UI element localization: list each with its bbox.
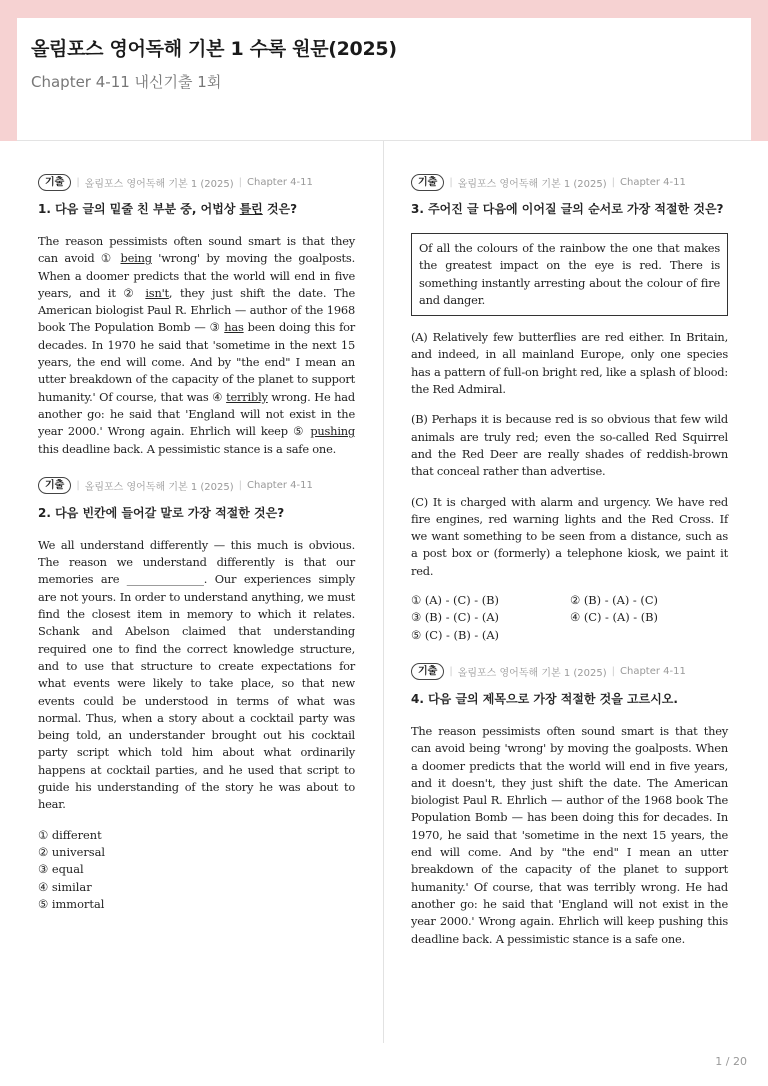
answer-choices: [411, 592, 728, 644]
meta-separator: |: [449, 176, 453, 188]
answer-choice[interactable]: ⑤ immortal: [38, 896, 105, 911]
underlined-word: pushing: [310, 424, 355, 439]
book-label: 올림포스 영어독해 기본 1 (2025): [84, 482, 234, 494]
book-label: 올림포스 영어독해 기본 1 (2025): [457, 178, 607, 190]
chapter-label: Chapter 4-11: [247, 176, 313, 188]
column-divider: [383, 141, 384, 1043]
answer-choice[interactable]: ① (A) - (C) - (B): [411, 593, 499, 608]
question-title-post: 것은?: [262, 202, 298, 216]
meta-separator: |: [76, 480, 80, 492]
answer-choice[interactable]: ⑤ (C) - (B) - (A): [411, 627, 499, 642]
paragraph-c: (C) It is charged with alarm and urgency. We have red fire engines, red warning lights and the Red Cross. If we want something to be seen from a distance, such as a post box or (formerly) a telephone kiosk, we paint it red.: [411, 494, 728, 578]
meta-separator: |: [611, 176, 616, 188]
book-label: 올림포스 영어독해 기본 1 (2025): [84, 178, 234, 190]
question-3: [411, 172, 728, 644]
meta-separator: |: [449, 666, 453, 678]
passage-text: 'wrong' by moving the goalposts. When a doomer predicts that the world will end in five years, and it ②: [38, 251, 355, 300]
chapter-label: Chapter 4-11: [620, 666, 686, 678]
question-title: 3. 주어진 글 다음에 이어질 글의 순서로 가장 적절한 것은?: [411, 202, 724, 216]
question-title: 2. 다음 빈칸에 들어갈 말로 가장 적절한 것은?: [38, 505, 285, 520]
left-accent-band: [0, 0, 17, 141]
chapter-label: Chapter 4-11: [620, 176, 686, 188]
question-meta: [38, 476, 355, 496]
source-badge: 기출: [411, 663, 444, 680]
question-meta: [38, 172, 355, 192]
page-number: 1 / 20: [715, 1055, 747, 1068]
answer-choices: [38, 827, 355, 913]
passage-text: this deadline back. A pessimistic stance is a safe one.: [38, 441, 337, 456]
underlined-word: being: [120, 251, 152, 266]
given-passage-box: Of all the colours of the rainbow the one that makes the greatest impact on the eye is red. There is something instantly arresting about the colour of fire and danger.: [411, 233, 728, 316]
left-column: [38, 172, 355, 913]
paragraph-b: (B) Perhaps it is because red is so obvious that few wild animals are truly red; even the so-called Red Squirrel and the Red Deer are really shades of reddish-brown that conceal rather than advertise.: [411, 412, 728, 479]
book-label: 올림포스 영어독해 기본 1 (2025): [457, 668, 607, 680]
source-badge: 기출: [38, 477, 71, 494]
passage-text: wrong. He had another go: he said that 'England will not exist in the year 2000.' Wrong again. Ehrlich will keep ⑤: [38, 389, 355, 439]
answer-choice[interactable]: ② (B) - (A) - (C): [570, 593, 658, 608]
question-1: [38, 172, 355, 458]
answer-choice[interactable]: ③ (B) - (C) - (A): [411, 610, 499, 625]
chapter-label: Chapter 4-11: [247, 480, 313, 492]
question-title-pre: 1. 다음 글의 밑줄 친 부분 중, 어법상: [38, 202, 240, 216]
answer-choice[interactable]: ② universal: [38, 844, 106, 859]
question-passage: We all understand differently — this much is obvious. The reason we understand differently is that our memories are ______________. Our experiences simply are not yours. In order to understand anything, we must find the closest item in memory to which it relates. Schank and Abelson claimed that understanding required one to find the correct knowledge structure, and to use that structure to create expectations for what events were likely to take place, so that new events could be understood in terms of what was normal. Thus, when a story about a cocktail party was being told, an understander brought out his cocktail party script which told him about what ordinarily happens at cocktail parties, and he used that script to guide his understanding of the story he was about to hear.: [38, 537, 355, 812]
passage-text: been doing this for decades. In 1970 he said that 'sometime in the next 15 years, the end will come. And by "the end" I mean an utter breakdown of the capacity of the planet to support humanity.' Of course, that was ④: [38, 320, 356, 404]
underlined-word: terribly: [226, 389, 268, 404]
top-accent-band: [0, 0, 768, 18]
meta-separator: |: [238, 480, 243, 492]
document-title: 올림포스 영어독해 기본 1 수록 원문(2025): [31, 38, 397, 60]
meta-separator: |: [238, 176, 243, 188]
question-title-underlined: 틀린: [239, 202, 263, 216]
underlined-word: has: [224, 320, 244, 335]
question-meta: [411, 172, 728, 192]
paragraph-a: (A) Relatively few butterflies are red either. In Britain, and indeed, in all mainland Europe, only one species has a pattern of full-on bright red, like a splash of blood: the Red Admiral.: [411, 330, 728, 397]
answer-choice[interactable]: ① different: [38, 827, 102, 842]
right-accent-band: [751, 0, 768, 141]
question-title: [38, 200, 355, 217]
source-badge: 기출: [411, 174, 444, 191]
question-title: 4. 다음 글의 제목으로 가장 적절한 것을 고르시오.: [411, 691, 678, 706]
question-4: [411, 662, 728, 948]
meta-separator: |: [611, 666, 616, 678]
question-passage: The reason pessimists often sound smart is that they can avoid being 'wrong' by moving the goalposts. When a doomer predicts that the world will end in five years, and it doesn't, they just shift the date. The American biologist Paul R. Ehrlich — author of the 1968 book The Population Bomb — has been doing this for decades. In 1970, he said that 'sometime in the next 15 years, the end will come. And by "the end" I mean an utter breakdown of the capacity of the planet to support humanity.' Of course, that was terribly wrong. He had another go: he said that 'England will not exist in the year 2000.' Wrong again. Ehrlich will keep pushing this deadline back. A pessimistic stance is a safe one.: [411, 723, 728, 946]
answer-choice[interactable]: ④ (C) - (A) - (B): [570, 610, 658, 625]
underlined-word: isn't: [145, 285, 169, 300]
answer-choice[interactable]: ③ equal: [38, 862, 84, 877]
right-column: [411, 172, 728, 948]
question-passage: [38, 233, 355, 458]
answer-choice[interactable]: ④ similar: [38, 879, 92, 894]
source-badge: 기출: [38, 174, 71, 191]
passage-text: The reason pessimists often sound smart is that they can avoid ①: [38, 234, 355, 266]
document-subtitle: Chapter 4-11 내신기출 1회: [31, 73, 222, 91]
passage-text: , they just shift the date. The American biologist Paul R. Ehrlich — author of the 1968 book The Population Bomb — ③: [38, 285, 356, 335]
meta-separator: |: [76, 176, 80, 188]
question-meta: [411, 662, 728, 682]
question-2: [38, 476, 355, 913]
